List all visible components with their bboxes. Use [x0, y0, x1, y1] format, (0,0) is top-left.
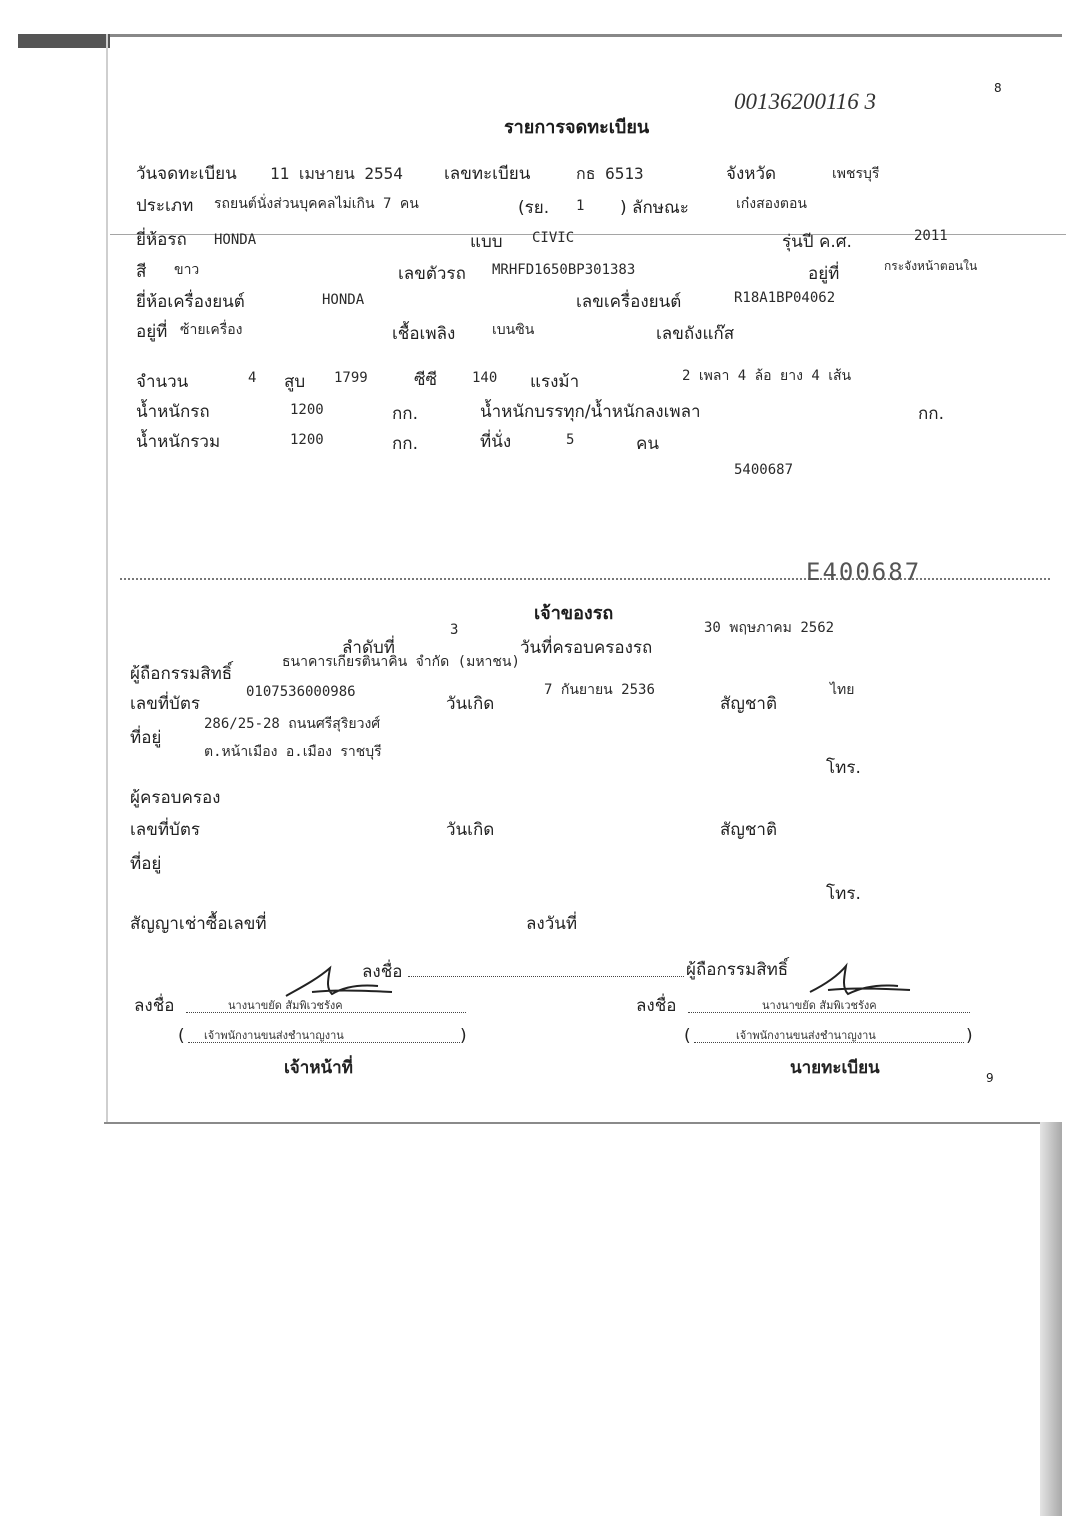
right-signer-role: นายทะเบียน — [790, 1058, 880, 1078]
scan-shadow-band — [1040, 1122, 1062, 1516]
seats-unit: คน — [636, 434, 659, 454]
possessor-title: ผู้ครอบครอง — [130, 788, 221, 808]
owner-id-label: เลขที่บัตร — [130, 694, 201, 714]
owner-seq-label: ลำดับที่ — [342, 638, 396, 658]
engine-loc-label: อยู่ที่ — [136, 322, 168, 342]
owner-holder-value: ธนาคารเกียรตินาคิน จำกัด (มหาชน) — [282, 654, 520, 670]
page-mark-bottom: 9 — [986, 1071, 994, 1085]
owner-tel-label: โทร. — [826, 758, 861, 778]
engine-no-value: R18A1BP04062 — [734, 290, 836, 306]
handwritten-number: 00136200116 3 — [734, 89, 877, 114]
axle-text: 2 เพลา 4 ล้อ ยาง 4 เส้น — [682, 368, 852, 384]
left-sign-label: ลงชื่อ — [134, 996, 175, 1016]
cyl-label: จำนวน — [136, 372, 189, 392]
left-signer-position: เจ้าพนักงานขนส่งชำนาญงาน — [204, 1029, 344, 1042]
reg-date-value: 11 เมษายน 2554 — [270, 164, 403, 183]
engine-loc-value: ซ้ายเครื่อง — [180, 322, 243, 338]
chassis-loc-value: กระจังหน้าตอนใน — [884, 259, 978, 273]
scan-top-border — [110, 34, 1062, 37]
brand-label: ยี่ห้อรถ — [136, 230, 187, 250]
engine-brand-label: ยี่ห้อเครื่องยนต์ — [136, 292, 245, 312]
holder-sign-line — [408, 976, 684, 977]
holder-role-label: ผู้ถือกรรมสิทธิ์ — [686, 960, 789, 980]
owner-id-value: 0107536000986 — [246, 684, 356, 700]
model-value: CIVIC — [532, 230, 575, 246]
model-label: แบบ — [470, 232, 503, 252]
owner-holder-label: ผู้ถือกรรมสิทธิ์ — [130, 664, 233, 684]
possessor-id-label: เลขที่บัตร — [130, 820, 201, 840]
cyl-value: 4 — [248, 370, 257, 386]
scan-edge-mark — [18, 34, 110, 48]
total-value: 1200 — [290, 432, 324, 448]
body-style-value: เก๋งสองตอน — [736, 196, 807, 212]
owner-nat-value: ไทย — [830, 682, 855, 698]
stamp-overprint: E400687 — [806, 558, 922, 586]
color-label: สี — [136, 262, 147, 282]
year-label: รุ่นปี ค.ศ. — [782, 232, 852, 252]
owner-nat-label: สัญชาติ — [720, 694, 777, 714]
cc-label: ซีซี — [414, 370, 438, 390]
rs-open: (รย. — [518, 198, 550, 218]
reg-date-label: วันจดทะเบียน — [136, 164, 237, 184]
owner-addr-label: ที่อยู่ — [130, 728, 162, 748]
cc-value: 1799 — [334, 370, 368, 386]
owner-addr-line1: 286/25-28 ถนนศรีสุริยวงศ์ — [204, 716, 381, 732]
chassis-label: เลขตัวรถ — [398, 264, 466, 284]
seats-value: 5 — [566, 432, 575, 448]
hp-label: แรงม้า — [530, 372, 580, 392]
owner-possess-date-value: 30 พฤษภาคม 2562 — [704, 620, 835, 636]
possessor-nat-label: สัญชาติ — [720, 820, 777, 840]
owner-dob-label: วันเกิด — [446, 694, 495, 714]
total-label: น้ำหนักรวม — [136, 432, 221, 452]
hp-value: 140 — [472, 370, 498, 386]
plate-label: เลขทะเบียน — [444, 164, 531, 184]
possessor-dob-label: วันเกิด — [446, 820, 495, 840]
year-value: 2011 — [914, 228, 948, 244]
type-value: รถยนต์นั่งส่วนบุคคลไม่เกิน 7 คน — [214, 196, 419, 212]
owner-addr-line2: ต.หน้าเมือง อ.เมือง ราชบุรี — [204, 744, 382, 760]
scan-left-border — [106, 34, 108, 1124]
province-value: เพชรบุรี — [832, 166, 880, 182]
province-label: จังหวัด — [726, 164, 777, 184]
chassis-value: MRHFD1650BP301383 — [492, 262, 636, 278]
right-signer-position: เจ้าพนักงานขนส่งชำนาญงาน — [736, 1029, 876, 1042]
left-paren-close: ) — [460, 1026, 467, 1046]
color-value: ขาว — [174, 262, 200, 278]
fuel-label: เชื้อเพลิง — [392, 324, 456, 344]
right-paren-close: ) — [966, 1026, 973, 1046]
right-paren-open: ( — [684, 1026, 691, 1046]
contract-date-label: ลงวันที่ — [526, 914, 578, 934]
rs-close: ) ลักษณะ — [620, 198, 689, 218]
weight-value: 1200 — [290, 402, 324, 418]
weight-label: น้ำหนักรถ — [136, 402, 210, 422]
load-label: น้ำหนักบรรทุก/น้ำหนักลงเพลา — [480, 402, 701, 422]
chassis-loc-label: อยู่ที่ — [808, 264, 840, 284]
left-signer-name: นางนาขยัด สัมพิเวชรังค — [228, 999, 343, 1012]
cyl-unit: สูบ — [284, 372, 306, 392]
possessor-addr-label: ที่อยู่ — [130, 854, 162, 874]
load-unit: กก. — [918, 404, 944, 424]
left-signer-role: เจ้าหน้าที่ — [284, 1058, 353, 1078]
owner-title: เจ้าของรถ — [534, 603, 614, 624]
rs-value: 1 — [576, 198, 585, 214]
stamp-number: 5400687 — [734, 462, 794, 478]
scan-bottom-border — [104, 1122, 1060, 1124]
seats-label: ที่นั่ง — [480, 432, 512, 452]
brand-value: HONDA — [214, 232, 257, 248]
contract-label: สัญญาเช่าซื้อเลขที่ — [130, 914, 267, 934]
engine-brand-value: HONDA — [322, 292, 365, 308]
left-paren-open: ( — [178, 1026, 185, 1046]
holder-sign-label: ลงชื่อ — [362, 962, 403, 982]
weight-unit: กก. — [392, 404, 418, 424]
owner-dob-value: 7 กันยายน 2536 — [544, 682, 655, 698]
right-sign-label: ลงชื่อ — [636, 996, 677, 1016]
possessor-tel-label: โทร. — [826, 884, 861, 904]
plate-value: กธ 6513 — [576, 164, 644, 183]
total-unit: กก. — [392, 434, 418, 454]
gas-tank-label: เลขถังแก๊ส — [656, 324, 735, 344]
registration-title: รายการจดทะเบียน — [504, 117, 650, 138]
page-mark-top: 8 — [994, 81, 1002, 95]
engine-no-label: เลขเครื่องยนต์ — [576, 292, 682, 312]
owner-seq-value: 3 — [450, 622, 459, 638]
right-signer-name: นางนาขยัด สัมพิเวชรังค — [762, 999, 877, 1012]
type-label: ประเภท — [136, 196, 194, 216]
owner-possess-date-label: วันที่ครอบครองรถ — [520, 638, 653, 658]
fuel-value: เบนซิน — [492, 322, 535, 338]
